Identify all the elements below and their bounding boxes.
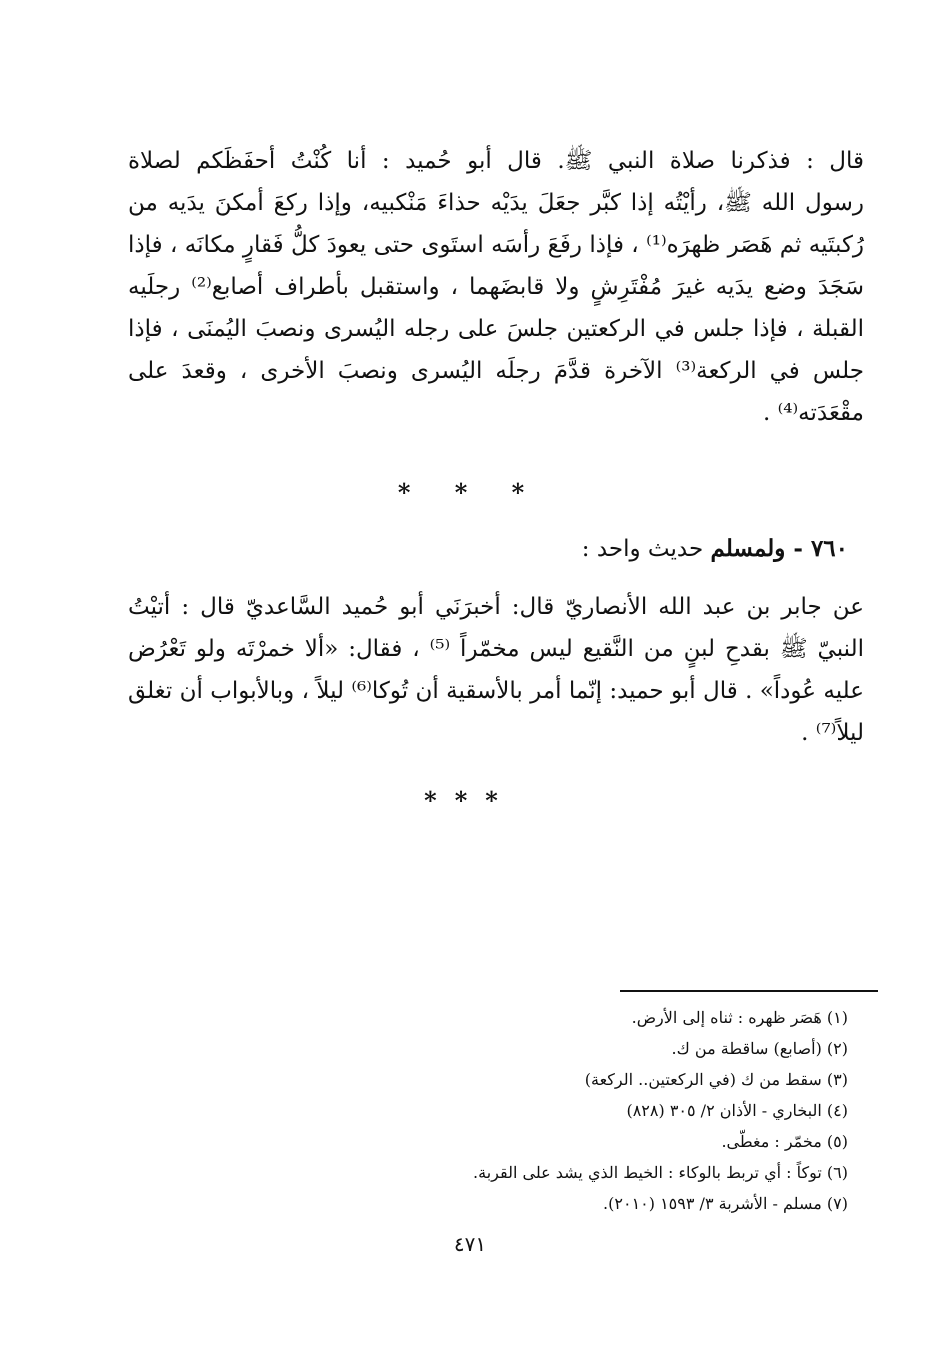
- hadith-heading: [582, 528, 848, 570]
- text-line: قال : فذكرنا صلاة النبي ﷺ. قال أبو حُميد : أنا كُنْتُ أحفَظَكم لصلاة: [128, 148, 864, 174]
- footnote: (٢) (أصابع) ساقطة من ك.: [671, 1039, 848, 1058]
- footnote: (١) هَصَر ظهره : ثناه إلى الأرض.: [631, 1008, 848, 1027]
- text-line: رُكبتَيه ثم هَصَر ظهرَه⁽¹⁾ ، فإذا رفَعَ رأسَه استَوى حتى يعودَ كلُّ فَقارٍ مكانَه ، فإذا: [128, 232, 864, 258]
- text-line: ليلاً⁽⁷⁾ .: [801, 720, 864, 746]
- text-line: رسول الله ﷺ، رأيْتُه إذا كبَّر جعَلَ يدَيْه حذاءَ مَنْكبيه، وإذا ركعَ أمكنَ يدَيه من: [128, 190, 864, 216]
- footnote: (٦) توكاً : أي تربط بالوكاء : الخيط الذي يشد على القربة.: [473, 1163, 848, 1182]
- text-line: عليه عُوداً» . قال أبو حميد: إنّما أمر بالأسقية أن تُوكا⁽⁶⁾ ليلاً ، وبالأبواب أن تغلق: [128, 678, 864, 704]
- section-separator: ***: [424, 786, 516, 815]
- page-number: ٤٧١: [453, 1232, 487, 1256]
- hadith-paragraph-1: [128, 140, 864, 434]
- footnote: (٧) مسلم - الأشربة ٣/ ١٥٩٣ (٢٠١٠).: [603, 1194, 848, 1213]
- text-line: القبلة ، فإذا جلس في الركعتين جلسَ على رجله اليُسرى ونصبَ اليُمنَى ، فإذا: [128, 316, 864, 342]
- footnote: (٣) سقط من ك (في الركعتين.. الركعة): [584, 1070, 848, 1089]
- hadith-number: ٧٦٠ - ولمسلم: [710, 535, 848, 562]
- text-line: جلس في الركعة⁽³⁾ الآخرة قدَّمَ رجلَه اليُسرى ونصبَ الأخرى ، وقعدَ على: [128, 358, 864, 384]
- text-line: النبيّ ﷺ بقدحِ لبنٍ من النَّقيع ليس مخمّراً ⁽⁵⁾ ، فقال: «ألا خمرْتَه ولو تَعْرُض: [128, 636, 864, 662]
- hadith-heading-rest: حديث واحد :: [581, 536, 711, 562]
- text-line: عن جابر بن عبد الله الأنصاريّ قال: أخبرَنَي أبو حُميد السَّاعديّ قال : أتيْتُ: [128, 594, 864, 620]
- footnote: (٥) مخمّر : مغطّى.: [721, 1132, 848, 1151]
- text-line: مقْعَدَته⁽⁴⁾ .: [762, 400, 864, 426]
- footnotes: [368, 1002, 848, 1219]
- footnote: (٤) البخاري - الأذان ٢/ ٣٠٥ (٨٢٨): [626, 1101, 848, 1120]
- section-separator: * * *: [397, 478, 543, 507]
- hadith-paragraph-2: [128, 586, 864, 754]
- text-line: سَجَدَ وضع يدَيه غيرَ مُفْتَرِشٍ ولا قابضَهما ، واستقبل بأطراف أصابع⁽²⁾ رجلَيه: [128, 274, 864, 300]
- footnote-rule: [620, 990, 878, 992]
